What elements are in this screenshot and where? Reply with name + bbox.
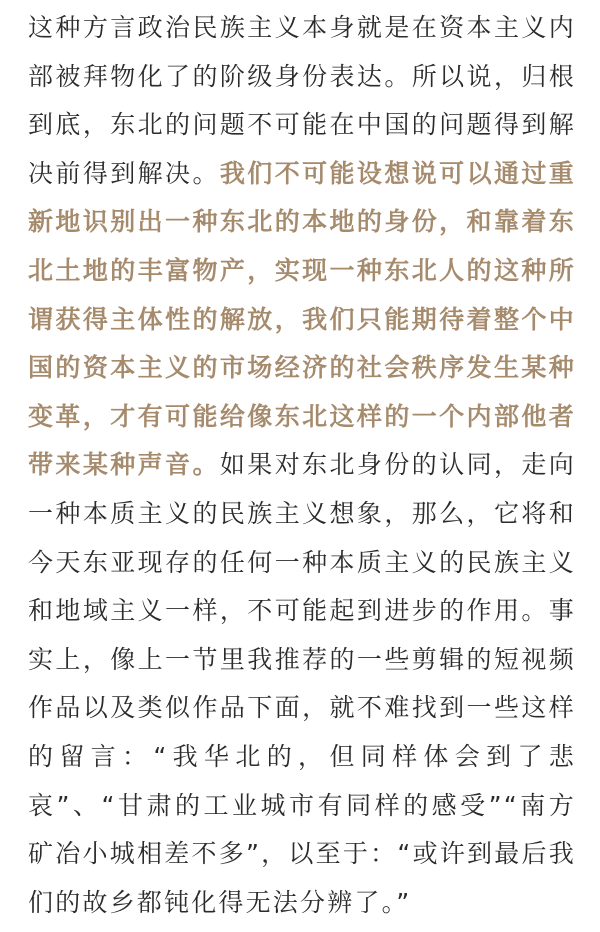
paragraph-text-before: 这种方言政治民族主义本身就是在资本主义内部被拜物化了的阶级身份表达。所以说，归根到底，东北的问题不可能在中国的问题得到解决前得到解决。 bbox=[28, 13, 576, 188]
paragraph-text-after: 如果对东北身份的认同，走向一种本质主义的民族主义想象，那么，它将和今天东亚现存的任何一种本质主义的民族主义和地域主义一样，不可能起到进步的作用。事实上，像上一节里我推荐的一些剪辑的短视频作品以及类似作品下面，就不难找到一些这样的留言：“我华北的，但同样体会到了悲哀”、“甘肃的工业城市有同样的感受”“南方矿冶小城相差不多”，以至于：“或许到最后我们的故乡都钝化得无法分辨了。” bbox=[28, 450, 576, 917]
article-paragraph bbox=[28, 4, 576, 927]
highlighted-text: 我们不可能设想说可以通过重新地识别出一种东北的本地的身份，和靠着东北土地的丰富物产，实现一种东北人的这种所谓获得主体性的解放，我们只能期待着整个中国的资本主义的市场经济的社会秩序发生某种变革，才有可能给像东北这样的一个内部他者带来某种声音。 bbox=[28, 158, 576, 480]
